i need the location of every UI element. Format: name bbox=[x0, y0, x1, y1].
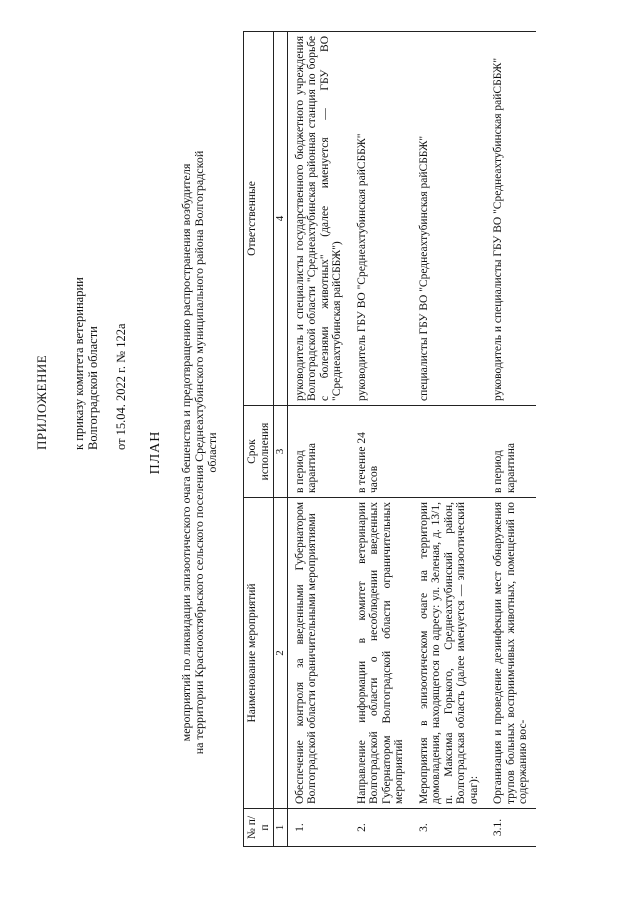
row-number: 3.1. bbox=[486, 809, 536, 847]
header-name: Наименование мероприятий bbox=[244, 498, 274, 809]
header-responsible: Ответственные bbox=[244, 32, 274, 406]
table-row bbox=[287, 32, 350, 847]
column-number: 1 bbox=[274, 809, 288, 847]
row-measure: Обеспечение контроля за введенными Губернатором Волгоградской области ограничительными мероприятиями bbox=[287, 498, 350, 809]
row-measure: Мероприятия в эпизоотическом очаге на территории домовладения, находящегося по адресу: ул. Зеленая, д. 13/1, п. Максима Горького, Среднеахтубинский район, Волгоградская область (далее именуется — эпизоотический очаг): bbox=[412, 498, 487, 809]
row-measure: Организация и проведение дезинфекции мест обнаружения трупов больных восприимчивых животных, помещений по содержанию вос- bbox=[486, 498, 536, 809]
order-region-line: Волгоградской области bbox=[86, 326, 100, 450]
subtitle-line: мероприятий по ликвидации эпизоотического очага бешенства и предотвращению распространения возбудителя bbox=[179, 163, 193, 742]
row-responsible: руководитель ГБУ ВО "Среднеахтубинская райСББЖ" bbox=[350, 32, 412, 406]
column-number: 3 bbox=[274, 406, 288, 498]
row-number: 3. bbox=[412, 809, 487, 847]
column-number-row bbox=[274, 32, 288, 847]
row-number: 2. bbox=[350, 809, 412, 847]
row-term: в период карантина bbox=[486, 406, 536, 498]
table-row bbox=[412, 32, 487, 847]
row-responsible: руководитель и специалисты государственного бюджетного учреждения Волгоградской области "Среднеахтубинская районная станция по борьбе с болезнями животных" (далее именуется — ГБУ ВО "Среднеахтубинская райСББЖ") bbox=[287, 32, 350, 406]
column-number: 4 bbox=[274, 32, 288, 406]
row-measure: Направление информации в комитет ветеринарии Волгоградской области о несоблюдении введенных Губернатором Волгоградской области ограничительных мероприятий bbox=[350, 498, 412, 809]
subtitle-line: на территории Краснооктябрьского сельского поселения Среднеахтубинского муниципального района Волгоградской bbox=[192, 150, 206, 755]
row-term: в течение 24 часов bbox=[350, 406, 412, 498]
plan-title: ПЛАН bbox=[148, 430, 163, 475]
row-number: 1. bbox=[287, 809, 350, 847]
measures-table bbox=[243, 31, 536, 847]
row-responsible: специалисты ГБУ ВО "Среднеахтубинская райСББЖ" bbox=[412, 32, 487, 406]
row-term: в период карантина bbox=[287, 406, 350, 498]
table-row bbox=[486, 32, 536, 847]
row-responsible: руководитель и специалисты ГБУ ВО "Среднеахтубинская райСББЖ" bbox=[486, 32, 536, 406]
row-term bbox=[412, 406, 487, 498]
table-header-row bbox=[244, 32, 274, 847]
header-term: Срок исполнения bbox=[244, 406, 274, 498]
table-row bbox=[350, 32, 412, 847]
plan-subtitle bbox=[180, 100, 219, 805]
order-date-line: от 15.04. 2022 г. № 122а bbox=[114, 323, 128, 450]
subtitle-line: области bbox=[205, 432, 219, 473]
header-num: № п/п bbox=[244, 809, 274, 847]
appendix-title: ПРИЛОЖЕНИЕ bbox=[34, 354, 49, 450]
column-number: 2 bbox=[274, 498, 288, 809]
order-reference-line: к приказу комитета ветеринарии bbox=[72, 277, 86, 450]
